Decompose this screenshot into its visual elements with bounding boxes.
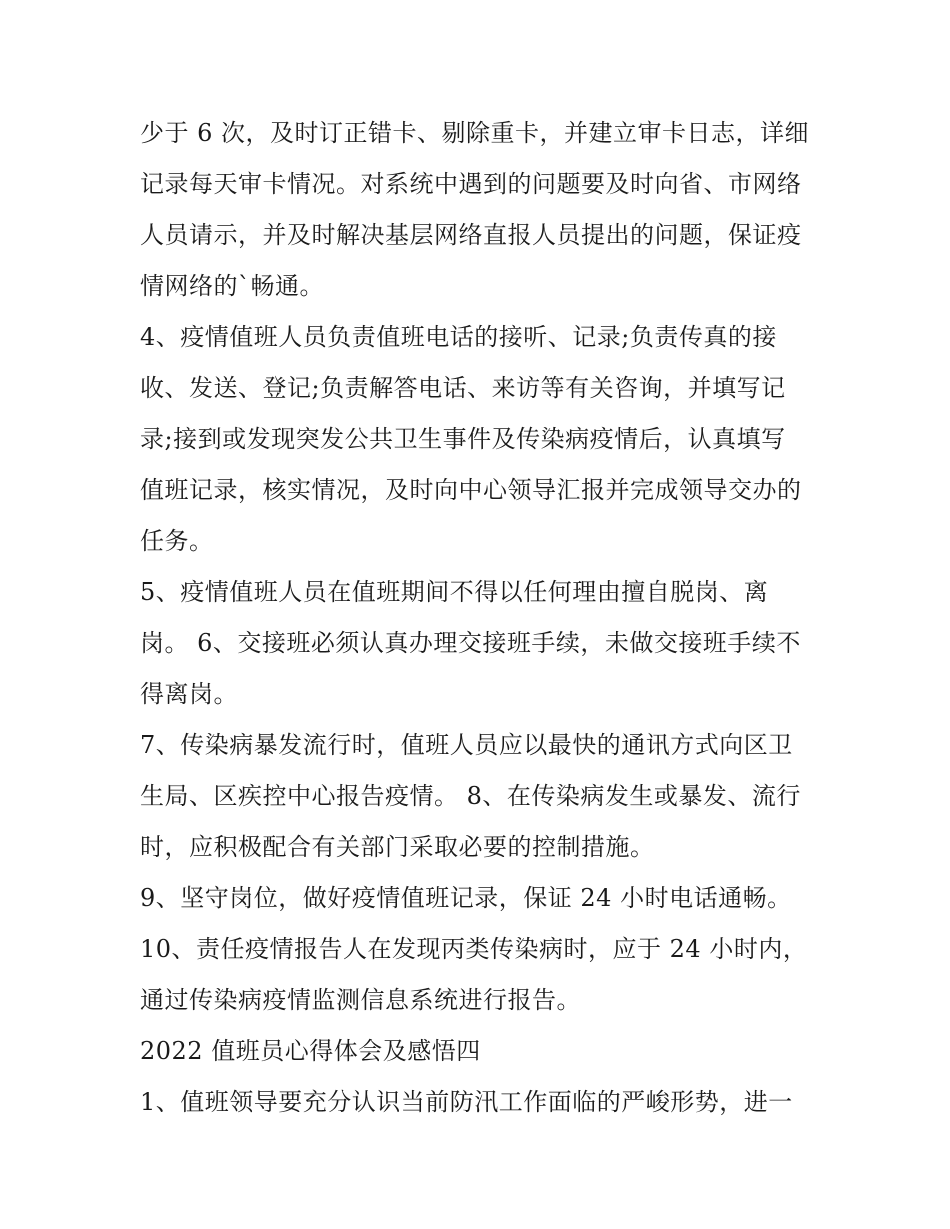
text-line: 7、传染病暴发流行时，值班人员应以最快的通讯方式向区卫 (140, 731, 793, 759)
text-line: 记录每天审卡情况。对系统中遇到的问题要及时向省、市网络 (140, 170, 802, 198)
section-heading: 2022 值班员心得体会及感悟四 (140, 1037, 481, 1065)
text-line: 任务。 (140, 527, 214, 555)
text-line: 少于 6 次，及时订正错卡、剔除重卡，并建立审卡日志，详细 (140, 119, 810, 147)
text-line: 9、坚守岗位，做好疫情值班记录，保证 24 小时电话通畅。 (140, 884, 792, 912)
text-line: 时，应积极配合有关部门采取必要的控制措施。 (140, 833, 655, 861)
text-line: 岗。 6、交接班必须认真办理交接班手续，未做交接班手续不 (140, 629, 801, 657)
text-line: 生局、区疾控中心报告疫情。 8、在传染病发生或暴发、流行 (140, 782, 801, 810)
text-line: 10、责任疫情报告人在发现丙类传染病时，应于 24 小时内， (140, 935, 808, 963)
text-line: 情网络的`畅通。 (140, 272, 324, 300)
text-line: 人员请示，并及时解决基层网络直报人员提出的问题，保证疫 (140, 221, 802, 249)
text-line: 值班记录，核实情况，及时向中心领导汇报并完成领导交办的 (140, 476, 802, 504)
document-body (140, 108, 815, 1128)
text-line: 收、发送、登记;负责解答电话、来访等有关咨询，并填写记 (140, 374, 786, 402)
text-line: 录;接到或发现突发公共卫生事件及传染病疫情后，认真填写 (140, 425, 786, 453)
text-line: 通过传染病疫情监测信息系统进行报告。 (140, 986, 581, 1014)
text-line: 1、值班领导要充分认识当前防汛工作面临的严峻形势，进一 (140, 1088, 793, 1116)
text-line: 4、疫情值班人员负责值班电话的接听、记录;负责传真的接 (140, 323, 777, 351)
text-line: 得离岗。 (140, 680, 238, 708)
text-line: 5、疫情值班人员在值班期间不得以任何理由擅自脱岗、离 (140, 578, 769, 606)
